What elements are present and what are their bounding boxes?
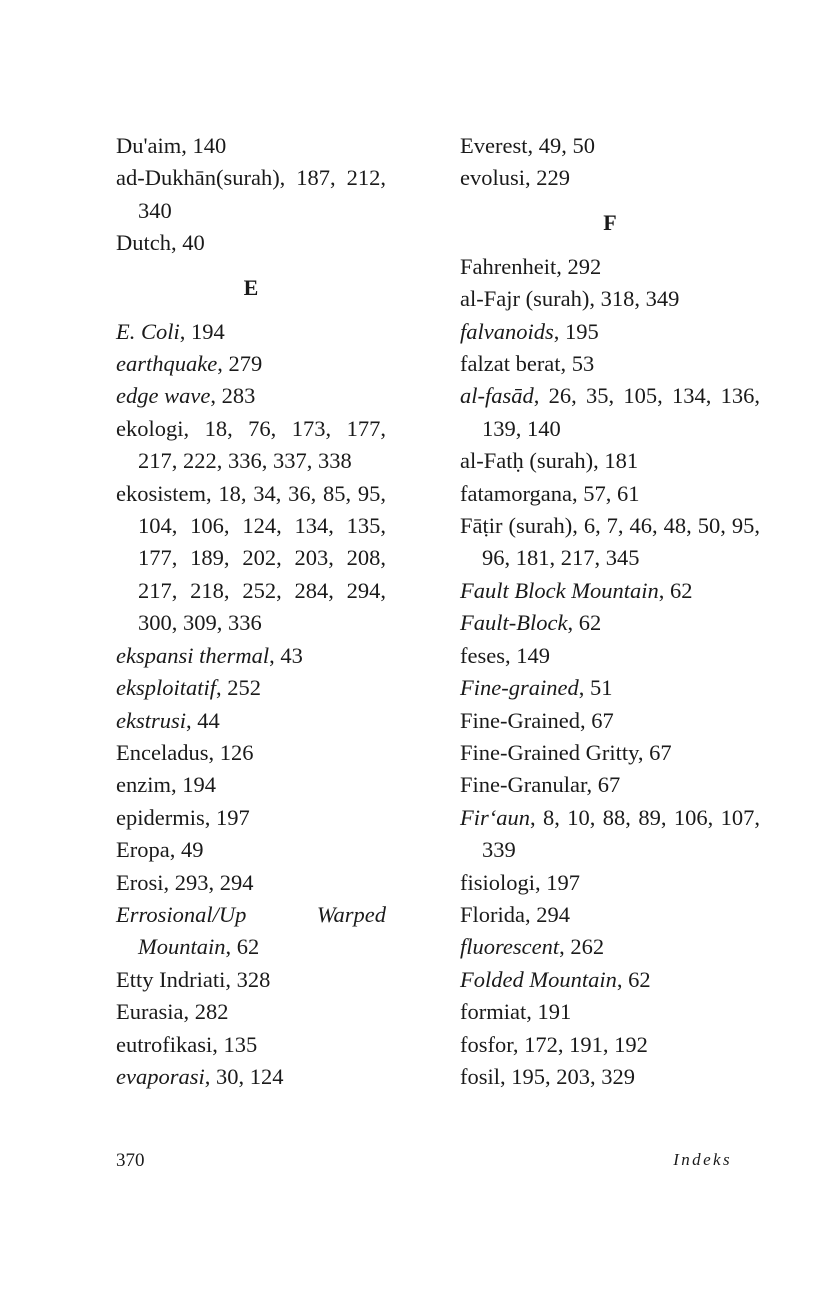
index-entry (116, 964, 386, 996)
entry-text: Enceladus, 126 (116, 739, 254, 765)
entry-text: Etty Indriati, 328 (116, 966, 271, 992)
index-entry (116, 640, 386, 672)
index-entry (460, 251, 760, 283)
index-entry (116, 380, 386, 412)
entry-text: , 43 (269, 642, 303, 668)
index-entry (116, 672, 386, 704)
entry-text: , 62 (567, 610, 602, 636)
entry-term-italic: fluorescent (460, 934, 560, 960)
entry-term-italic: evaporasi (116, 1063, 205, 1089)
entry-text: Fahrenheit, 292 (460, 253, 602, 279)
entry-term-italic: E. Coli (116, 318, 180, 344)
entry-text: , 194 (179, 318, 225, 344)
entry-text: feses, 149 (460, 642, 550, 668)
entry-term-italic: falvanoids (460, 318, 554, 344)
entry-term-italic: ekstrusi (116, 707, 186, 733)
index-entry (116, 834, 386, 866)
index-entry (460, 1061, 760, 1093)
entry-term-italic: Errosional/Up Warped Mountain (116, 901, 386, 960)
entry-text: enzim, 194 (116, 772, 216, 798)
entry-text: falzat berat, 53 (460, 351, 595, 377)
index-entry (460, 802, 760, 867)
index-entry (116, 478, 386, 640)
entry-term-italic: earthquake (116, 351, 218, 377)
entry-text: ekosistem, 18, 34, 36, 85, 95, 104, 106, 124, 134, 135, 177, 189, 202, 203, 208, 217, 218, 252, 284, 294, 300, 309, 336 (116, 480, 386, 636)
entry-text: , 62 (658, 577, 693, 603)
entry-text: Fine-Grained Gritty, 67 (460, 739, 672, 765)
entry-term-italic: Fault-Block (460, 610, 568, 636)
entry-term-italic: al-fasād (460, 383, 534, 409)
entry-term-italic: Fir‘aun (460, 804, 530, 830)
index-entry (460, 478, 760, 510)
entry-text: , 283 (210, 383, 256, 409)
running-head: Indeks (673, 1150, 732, 1169)
index-entry (116, 1029, 386, 1061)
index-entry (460, 899, 760, 931)
index-entry (460, 380, 760, 445)
entry-text: fatamorgana, 57, 61 (460, 480, 640, 506)
index-column-left (116, 130, 386, 1093)
entry-text: , 62 (616, 966, 651, 992)
entry-text: ekologi, 18, 76, 173, 177, 217, 222, 336, 337, 338 (116, 415, 386, 474)
index-entry (460, 964, 760, 996)
entry-text: Fine-Grained, 67 (460, 707, 614, 733)
index-entry (116, 162, 386, 227)
entry-text: ad-Dukhān(surah), 187, 212, 340 (116, 165, 386, 223)
entry-text: al-Fajr (surah), 318, 349 (460, 286, 680, 312)
entry-text: , 195 (553, 318, 599, 344)
index-entry (460, 705, 760, 737)
index-entry (460, 931, 760, 963)
index-entry (116, 705, 386, 737)
entry-term-italic: Folded Mountain (460, 966, 617, 992)
entry-text: , 30, 124 (204, 1063, 284, 1089)
index-entry (460, 607, 760, 639)
index-entry (460, 283, 760, 315)
index-entry (116, 899, 386, 964)
entry-text: Erosi, 293, 294 (116, 869, 254, 895)
index-entry (460, 445, 760, 477)
index-entry (460, 348, 760, 380)
entry-text: Fāṭir (surah), 6, 7, 46, 48, 50, 95, 96, 181, 217, 345 (460, 513, 760, 571)
index-entry (460, 575, 760, 607)
index-entry (116, 1061, 386, 1093)
entry-text: Everest, 49, 50 (460, 133, 595, 158)
entry-text: , 62 (225, 934, 260, 960)
entry-text: fosfor, 172, 191, 192 (460, 1031, 648, 1057)
entry-term-italic: edge wave (116, 383, 211, 409)
index-entry (116, 802, 386, 834)
entry-term-italic: Fault Block Mountain (460, 577, 659, 603)
index-entry (460, 316, 760, 348)
entry-term-italic: Fine-grained (460, 675, 579, 701)
section-letter: F (603, 209, 617, 235)
index-column-right (460, 130, 760, 1093)
entry-text: , 44 (186, 707, 220, 733)
index-entry (116, 413, 386, 478)
entry-term-italic: ekspansi thermal (116, 642, 270, 668)
entry-text: Florida, 294 (460, 901, 570, 927)
index-entry (116, 316, 386, 348)
index-entry (460, 867, 760, 899)
index-entry (460, 510, 760, 575)
index-entry (460, 130, 760, 162)
entry-text: , 26, 35, 105, 134, 136, 139, 140 (482, 383, 760, 441)
index-entry (116, 227, 386, 259)
entry-text: fosil, 195, 203, 329 (460, 1063, 636, 1089)
index-entry (116, 737, 386, 769)
entry-text: , 8, 10, 88, 89, 106, 107, 339 (482, 804, 760, 863)
section-letter: E (243, 274, 259, 300)
index-entry (116, 867, 386, 899)
index-entry (460, 769, 760, 801)
index-entry (460, 737, 760, 769)
entry-text: epidermis, 197 (116, 804, 250, 830)
entry-text: evolusi, 229 (460, 165, 570, 191)
index-entry (116, 348, 386, 380)
index-entry (460, 996, 760, 1028)
entry-text: eutrofikasi, 135 (116, 1031, 258, 1057)
index-entry (116, 996, 386, 1028)
entry-text: , 252 (216, 675, 261, 701)
index-entry (116, 769, 386, 801)
entry-text: formiat, 191 (460, 999, 572, 1025)
entry-text: Du'aim (116, 133, 182, 158)
index-entry (460, 162, 760, 194)
entry-text: Dutch, 40 (116, 230, 205, 256)
entry-text: Fine-Granular, 67 (460, 772, 621, 798)
entry-text: , 51 (578, 675, 613, 701)
page-number: 370 (116, 1150, 145, 1171)
entry-text: Eropa, 49 (116, 837, 204, 863)
entry-term-italic: eksploitatif (116, 675, 216, 701)
entry-text: , 262 (559, 934, 605, 960)
entry-text: Eurasia, 282 (116, 999, 229, 1025)
index-entry (460, 672, 760, 704)
entry-text: , 279 (217, 351, 263, 377)
index-entry (116, 130, 386, 162)
index-entry (460, 640, 760, 672)
entry-text: , 140 (181, 133, 227, 158)
entry-text: fisiologi, 197 (460, 869, 581, 895)
index-entry (460, 1029, 760, 1061)
entry-text: al-Fatḥ (surah), 181 (460, 448, 639, 474)
